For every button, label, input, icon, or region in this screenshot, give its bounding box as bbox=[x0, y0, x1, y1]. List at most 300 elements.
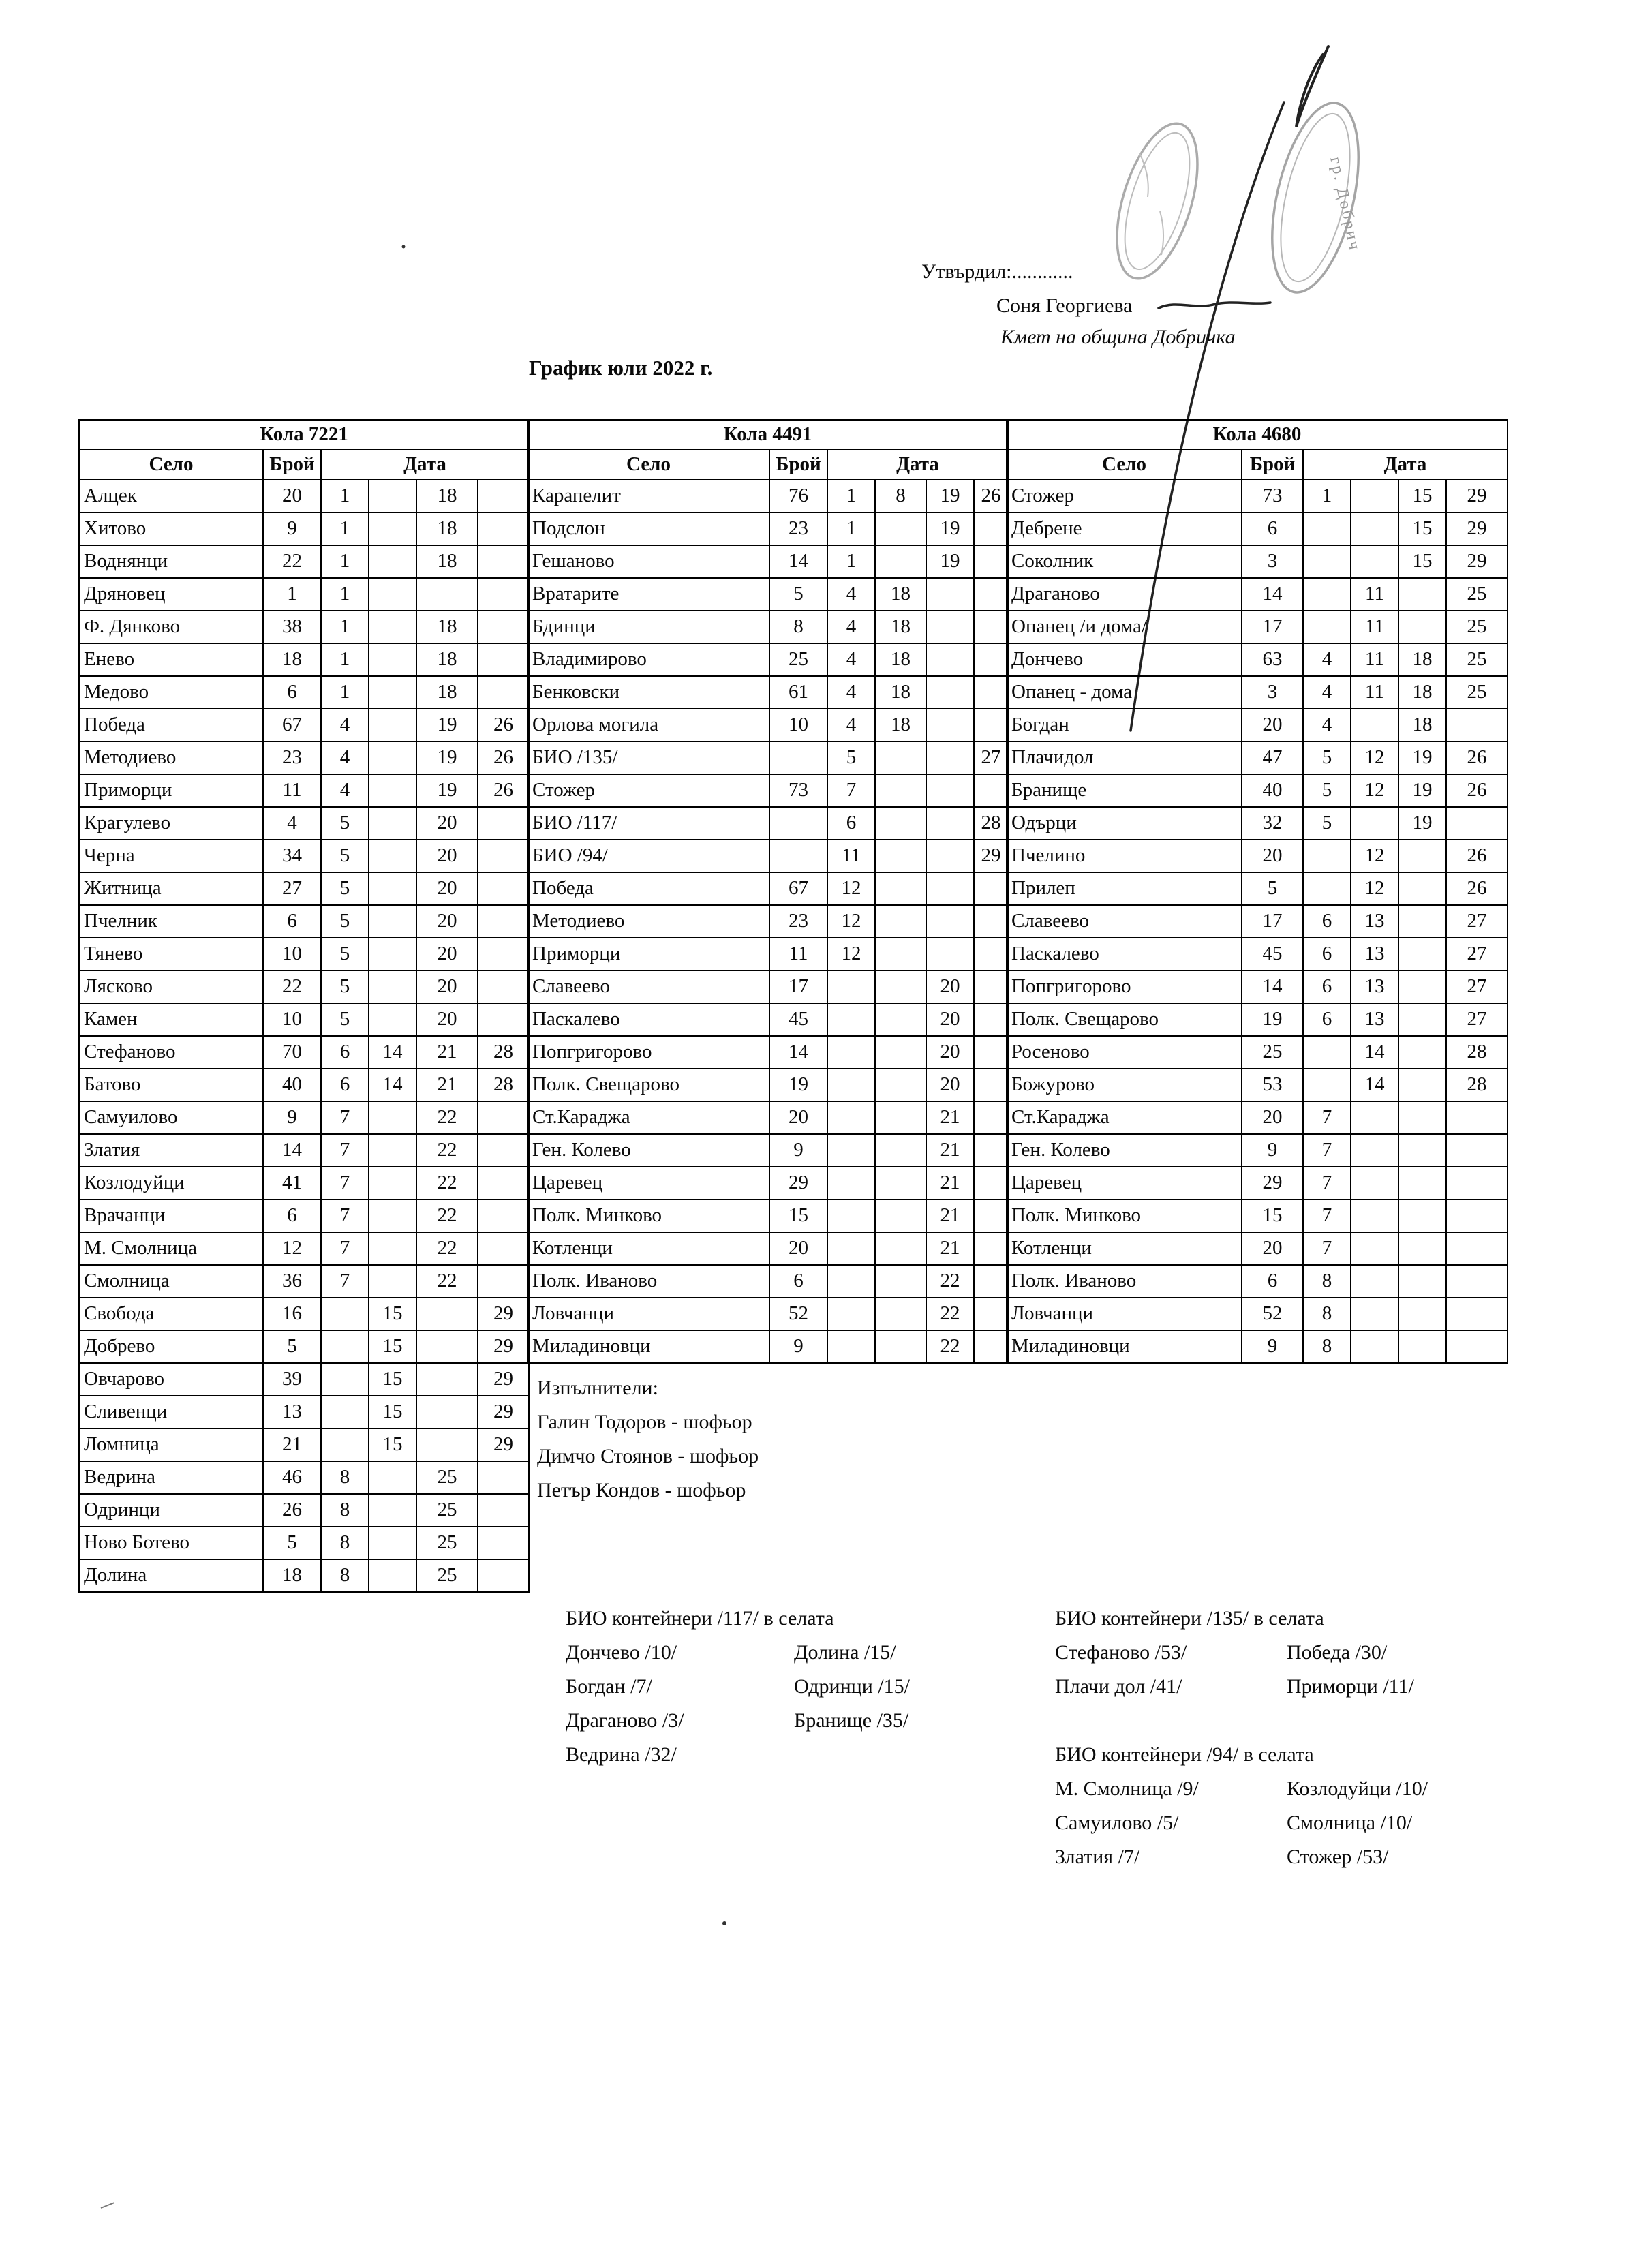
col-header-count: Брой bbox=[769, 450, 827, 480]
cell-date bbox=[1351, 545, 1398, 578]
cell-count: 13 bbox=[263, 1396, 321, 1428]
cell-date: 4 bbox=[321, 709, 369, 742]
cell-count: 10 bbox=[263, 1003, 321, 1036]
cell-date: 11 bbox=[1351, 676, 1398, 709]
cell-date bbox=[321, 1298, 369, 1330]
cell-date bbox=[875, 905, 926, 938]
cell-date bbox=[1398, 611, 1446, 643]
cell-date bbox=[1398, 1003, 1446, 1036]
cell-date: 12 bbox=[1351, 872, 1398, 905]
cell-village: Свобода bbox=[79, 1298, 263, 1330]
stamp-left-icon bbox=[1101, 114, 1214, 288]
cell-village: Попгригорово bbox=[1007, 970, 1242, 1003]
bio-column-right bbox=[1287, 1636, 1414, 1704]
signer-title: Кмет на община Добричка bbox=[1000, 326, 1236, 348]
cell-date: 5 bbox=[321, 905, 369, 938]
table-row bbox=[527, 1003, 1008, 1036]
cell-date: 29 bbox=[478, 1396, 529, 1428]
cell-date: 8 bbox=[1303, 1265, 1351, 1298]
table-row bbox=[527, 970, 1008, 1003]
executors-title: Изпълнители: bbox=[537, 1377, 658, 1399]
cell-date: 19 bbox=[416, 774, 478, 807]
cell-count: 45 bbox=[769, 1003, 827, 1036]
cell-date bbox=[416, 1396, 478, 1428]
bio-entry: Козлодуйци /10/ bbox=[1287, 1777, 1428, 1800]
table-row bbox=[79, 676, 529, 709]
bio-title: БИО контейнери /94/ в селата bbox=[1055, 1743, 1314, 1766]
cell-date bbox=[1303, 545, 1351, 578]
cell-date bbox=[926, 742, 974, 774]
cell-date bbox=[478, 513, 529, 545]
cell-date bbox=[875, 1003, 926, 1036]
cell-date bbox=[1303, 840, 1351, 872]
cell-date bbox=[478, 480, 529, 513]
cell-date: 1 bbox=[321, 545, 369, 578]
cell-village: Царевец bbox=[1007, 1167, 1242, 1199]
cell-count: 41 bbox=[263, 1167, 321, 1199]
executors-block bbox=[537, 1371, 759, 1508]
cell-date: 25 bbox=[416, 1559, 478, 1592]
cell-village: Дряновец bbox=[79, 578, 263, 611]
cell-date bbox=[369, 1265, 416, 1298]
cell-date: 7 bbox=[1303, 1134, 1351, 1167]
table-row bbox=[527, 938, 1008, 970]
cell-date: 5 bbox=[321, 938, 369, 970]
cell-count: 45 bbox=[1242, 938, 1303, 970]
cell-date bbox=[926, 905, 974, 938]
table-row bbox=[79, 840, 529, 872]
cell-date bbox=[478, 545, 529, 578]
cell-date: 20 bbox=[416, 905, 478, 938]
cell-date: 1 bbox=[321, 513, 369, 545]
cell-date: 21 bbox=[416, 1036, 478, 1069]
cell-date: 19 bbox=[1398, 807, 1446, 840]
cell-date bbox=[478, 905, 529, 938]
cell-date bbox=[478, 1559, 529, 1592]
cell-date: 21 bbox=[416, 1069, 478, 1101]
table-car-title: Кола 7221 bbox=[79, 420, 529, 450]
table-row bbox=[1007, 709, 1508, 742]
cell-date bbox=[369, 1232, 416, 1265]
cell-date bbox=[875, 742, 926, 774]
cell-village: Дончево bbox=[1007, 643, 1242, 676]
cell-count: 20 bbox=[1242, 1101, 1303, 1134]
cell-count: 17 bbox=[1242, 905, 1303, 938]
table-row bbox=[527, 742, 1008, 774]
cell-date: 5 bbox=[827, 742, 875, 774]
cell-village: БИО /94/ bbox=[527, 840, 769, 872]
cell-date bbox=[369, 840, 416, 872]
cell-date: 1 bbox=[321, 578, 369, 611]
cell-date bbox=[974, 709, 1008, 742]
bio-entry: Плачи дол /41/ bbox=[1055, 1675, 1182, 1698]
cell-date: 4 bbox=[827, 578, 875, 611]
cell-date: 14 bbox=[1351, 1036, 1398, 1069]
cell-count: 10 bbox=[263, 938, 321, 970]
cell-date: 29 bbox=[974, 840, 1008, 872]
cell-date bbox=[1446, 1101, 1508, 1134]
cell-count: 6 bbox=[263, 905, 321, 938]
cell-date: 21 bbox=[926, 1232, 974, 1265]
cell-date bbox=[974, 1298, 1008, 1330]
cell-village: Драганово bbox=[1007, 578, 1242, 611]
cell-count: 16 bbox=[263, 1298, 321, 1330]
cell-date bbox=[369, 709, 416, 742]
table-row bbox=[1007, 545, 1508, 578]
cell-date bbox=[1398, 970, 1446, 1003]
cell-date bbox=[1398, 872, 1446, 905]
cell-date: 26 bbox=[1446, 774, 1508, 807]
cell-village: Славеево bbox=[527, 970, 769, 1003]
cell-date: 27 bbox=[1446, 938, 1508, 970]
cell-village: Крагулево bbox=[79, 807, 263, 840]
col-header-village: Село bbox=[79, 450, 263, 480]
cell-date bbox=[875, 872, 926, 905]
cell-date: 1 bbox=[321, 611, 369, 643]
cell-date: 8 bbox=[875, 480, 926, 513]
cell-date: 7 bbox=[1303, 1167, 1351, 1199]
cell-village: БИО /117/ bbox=[527, 807, 769, 840]
cell-date: 18 bbox=[416, 611, 478, 643]
cell-date: 20 bbox=[416, 807, 478, 840]
cell-date: 8 bbox=[321, 1527, 369, 1559]
cell-date: 1 bbox=[321, 643, 369, 676]
cell-date bbox=[974, 643, 1008, 676]
table-row bbox=[79, 1036, 529, 1069]
cell-date: 19 bbox=[926, 513, 974, 545]
table-row bbox=[79, 1134, 529, 1167]
cell-date: 5 bbox=[1303, 807, 1351, 840]
cell-count: 9 bbox=[263, 1101, 321, 1134]
cell-date bbox=[1351, 807, 1398, 840]
cell-date: 13 bbox=[1351, 905, 1398, 938]
cell-count: 53 bbox=[1242, 1069, 1303, 1101]
cell-village: Паскалево bbox=[527, 1003, 769, 1036]
table-row bbox=[527, 1101, 1008, 1134]
col-header-date: Дата bbox=[1303, 450, 1508, 480]
cell-date: 18 bbox=[875, 676, 926, 709]
cell-date: 7 bbox=[321, 1101, 369, 1134]
executors-list bbox=[537, 1405, 759, 1508]
table-row bbox=[1007, 872, 1508, 905]
cell-date: 8 bbox=[321, 1494, 369, 1527]
cell-date: 29 bbox=[478, 1298, 529, 1330]
cell-date: 22 bbox=[416, 1232, 478, 1265]
cell-date: 29 bbox=[1446, 480, 1508, 513]
cell-date: 25 bbox=[416, 1527, 478, 1559]
cell-date: 1 bbox=[827, 513, 875, 545]
cell-village: Победа bbox=[527, 872, 769, 905]
table-row bbox=[527, 1036, 1008, 1069]
cell-date: 18 bbox=[875, 709, 926, 742]
bio-entry: М. Смолница /9/ bbox=[1055, 1777, 1199, 1800]
cell-date bbox=[369, 742, 416, 774]
cell-date: 26 bbox=[974, 480, 1008, 513]
cell-date: 19 bbox=[416, 742, 478, 774]
cell-village: Соколник bbox=[1007, 545, 1242, 578]
cell-village: Пчелино bbox=[1007, 840, 1242, 872]
cell-date bbox=[926, 938, 974, 970]
cell-date: 8 bbox=[321, 1461, 369, 1494]
cell-date bbox=[478, 938, 529, 970]
cell-date: 25 bbox=[1446, 578, 1508, 611]
cell-village: Полк. Минково bbox=[1007, 1199, 1242, 1232]
cell-date: 18 bbox=[875, 578, 926, 611]
cell-count: 6 bbox=[263, 676, 321, 709]
cell-count: 18 bbox=[263, 1559, 321, 1592]
table-row bbox=[527, 1069, 1008, 1101]
table-row bbox=[1007, 1036, 1508, 1069]
cell-count: 9 bbox=[1242, 1134, 1303, 1167]
cell-date bbox=[369, 611, 416, 643]
cell-date bbox=[369, 1559, 416, 1592]
cell-date: 15 bbox=[1398, 480, 1446, 513]
cell-date: 4 bbox=[827, 611, 875, 643]
cell-date bbox=[926, 774, 974, 807]
cell-date bbox=[1398, 905, 1446, 938]
table-row bbox=[79, 480, 529, 513]
cell-date bbox=[1398, 1199, 1446, 1232]
cell-date bbox=[974, 938, 1008, 970]
cell-count: 5 bbox=[1242, 872, 1303, 905]
cell-village: Медово bbox=[79, 676, 263, 709]
scan-speck bbox=[101, 2203, 114, 2208]
cell-date: 5 bbox=[321, 970, 369, 1003]
cell-date: 18 bbox=[1398, 643, 1446, 676]
cell-date bbox=[478, 970, 529, 1003]
bio-entry: Златия /7/ bbox=[1055, 1846, 1140, 1868]
table-row bbox=[79, 742, 529, 774]
cell-village: Паскалево bbox=[1007, 938, 1242, 970]
bio-entry: Самуилово /5/ bbox=[1055, 1812, 1179, 1834]
cell-date bbox=[1303, 513, 1351, 545]
cell-date: 15 bbox=[369, 1363, 416, 1396]
cell-date bbox=[926, 709, 974, 742]
cell-date: 27 bbox=[1446, 905, 1508, 938]
cell-date bbox=[1398, 578, 1446, 611]
cell-date: 26 bbox=[478, 774, 529, 807]
cell-date bbox=[478, 1134, 529, 1167]
cell-village: М. Смолница bbox=[79, 1232, 263, 1265]
cell-date bbox=[875, 1036, 926, 1069]
table-row bbox=[1007, 840, 1508, 872]
cell-date bbox=[478, 1101, 529, 1134]
cell-date: 15 bbox=[369, 1428, 416, 1461]
cell-village: Полк. Иваново bbox=[1007, 1265, 1242, 1298]
cell-village: Методиево bbox=[527, 905, 769, 938]
cell-village: Полк. Свещарово bbox=[1007, 1003, 1242, 1036]
cell-date bbox=[1446, 1330, 1508, 1363]
table-row bbox=[1007, 1134, 1508, 1167]
cell-date bbox=[321, 1363, 369, 1396]
cell-date bbox=[478, 1461, 529, 1494]
cell-village: Дебрене bbox=[1007, 513, 1242, 545]
bio-entry: Ведрина /32/ bbox=[566, 1743, 677, 1766]
cell-count: 3 bbox=[1242, 545, 1303, 578]
cell-count: 29 bbox=[769, 1167, 827, 1199]
table-row bbox=[79, 709, 529, 742]
cell-village: Одринци bbox=[79, 1494, 263, 1527]
cell-date bbox=[926, 578, 974, 611]
cell-date: 13 bbox=[1351, 938, 1398, 970]
cell-count: 12 bbox=[263, 1232, 321, 1265]
cell-date bbox=[974, 1134, 1008, 1167]
cell-date bbox=[1398, 1330, 1446, 1363]
cell-date bbox=[369, 905, 416, 938]
cell-date: 4 bbox=[321, 742, 369, 774]
cell-date bbox=[1351, 1298, 1398, 1330]
cell-village: Житница bbox=[79, 872, 263, 905]
cell-village: Миладиновци bbox=[1007, 1330, 1242, 1363]
table-row bbox=[79, 643, 529, 676]
cell-village: Победа bbox=[79, 709, 263, 742]
cell-date bbox=[1398, 1167, 1446, 1199]
cell-village: Котленци bbox=[1007, 1232, 1242, 1265]
cell-count: 52 bbox=[1242, 1298, 1303, 1330]
cell-count: 34 bbox=[263, 840, 321, 872]
cell-date: 20 bbox=[926, 1036, 974, 1069]
cell-count: 76 bbox=[769, 480, 827, 513]
bio-entry: Стожер /53/ bbox=[1287, 1846, 1389, 1868]
cell-date bbox=[926, 807, 974, 840]
cell-count: 14 bbox=[769, 545, 827, 578]
cell-date: 20 bbox=[416, 938, 478, 970]
cell-date bbox=[1351, 1134, 1398, 1167]
cell-date bbox=[321, 1330, 369, 1363]
cell-count: 1 bbox=[263, 578, 321, 611]
cell-date bbox=[1446, 1298, 1508, 1330]
cell-count: 15 bbox=[1242, 1199, 1303, 1232]
cell-date bbox=[1446, 1265, 1508, 1298]
cell-date: 27 bbox=[974, 742, 1008, 774]
cell-count bbox=[769, 807, 827, 840]
cell-count: 14 bbox=[1242, 970, 1303, 1003]
cell-date bbox=[478, 1199, 529, 1232]
cell-date bbox=[974, 1199, 1008, 1232]
cell-date: 29 bbox=[1446, 545, 1508, 578]
cell-count: 22 bbox=[263, 545, 321, 578]
cell-village: Плачидол bbox=[1007, 742, 1242, 774]
cell-date: 8 bbox=[1303, 1330, 1351, 1363]
cell-date: 4 bbox=[321, 774, 369, 807]
cell-date bbox=[974, 1167, 1008, 1199]
cell-count: 5 bbox=[263, 1330, 321, 1363]
bio-column-left bbox=[1055, 1772, 1287, 1874]
cell-date bbox=[478, 1494, 529, 1527]
cell-date bbox=[1398, 1265, 1446, 1298]
cell-date bbox=[875, 1232, 926, 1265]
cell-date bbox=[478, 840, 529, 872]
table-row bbox=[1007, 1265, 1508, 1298]
cell-village: Гешаново bbox=[527, 545, 769, 578]
cell-date: 19 bbox=[926, 545, 974, 578]
schedule-table-kola-7221 bbox=[78, 419, 530, 1593]
cell-village: Пчелник bbox=[79, 905, 263, 938]
table-column-header-row bbox=[79, 450, 529, 480]
cell-village: Ф. Дянково bbox=[79, 611, 263, 643]
cell-date bbox=[827, 1265, 875, 1298]
table-row bbox=[527, 480, 1008, 513]
cell-date: 22 bbox=[926, 1298, 974, 1330]
col-header-count: Брой bbox=[1242, 450, 1303, 480]
signer-name: Соня Георгиева bbox=[996, 294, 1133, 317]
cell-date bbox=[478, 1003, 529, 1036]
cell-village: Врачанци bbox=[79, 1199, 263, 1232]
cell-village: Тянево bbox=[79, 938, 263, 970]
cell-village: Опанец /и дома/ bbox=[1007, 611, 1242, 643]
bio-entry: Смолница /10/ bbox=[1287, 1812, 1413, 1834]
table-row bbox=[79, 938, 529, 970]
cell-date: 4 bbox=[827, 676, 875, 709]
cell-date: 26 bbox=[1446, 840, 1508, 872]
cell-date: 20 bbox=[926, 1003, 974, 1036]
cell-village: Полк. Иваново bbox=[527, 1265, 769, 1298]
cell-date bbox=[1398, 1036, 1446, 1069]
cell-date bbox=[478, 676, 529, 709]
cell-date: 6 bbox=[827, 807, 875, 840]
cell-date bbox=[369, 872, 416, 905]
bio-entry: Приморци /11/ bbox=[1287, 1675, 1414, 1698]
cell-date bbox=[875, 1298, 926, 1330]
cell-date: 28 bbox=[1446, 1069, 1508, 1101]
cell-date bbox=[926, 840, 974, 872]
table-row bbox=[527, 611, 1008, 643]
cell-date bbox=[369, 807, 416, 840]
cell-date: 28 bbox=[478, 1036, 529, 1069]
bio-entry: Стефаново /53/ bbox=[1055, 1641, 1187, 1664]
table-row bbox=[79, 1298, 529, 1330]
cell-date: 7 bbox=[321, 1199, 369, 1232]
cell-date bbox=[1351, 1199, 1398, 1232]
bio-entry: Бранище /35/ bbox=[794, 1709, 909, 1732]
table-row bbox=[527, 807, 1008, 840]
table-row bbox=[79, 774, 529, 807]
cell-count: 26 bbox=[263, 1494, 321, 1527]
cell-village: Росеново bbox=[1007, 1036, 1242, 1069]
cell-date bbox=[478, 643, 529, 676]
cell-date bbox=[875, 545, 926, 578]
cell-date: 6 bbox=[321, 1069, 369, 1101]
cell-date: 19 bbox=[1398, 774, 1446, 807]
table-row bbox=[527, 1167, 1008, 1199]
cell-date: 7 bbox=[1303, 1101, 1351, 1134]
table-row bbox=[79, 578, 529, 611]
bio-column-left bbox=[1055, 1636, 1287, 1704]
cell-date bbox=[926, 676, 974, 709]
cell-date bbox=[875, 1330, 926, 1363]
cell-date: 29 bbox=[478, 1363, 529, 1396]
executor-line: Димчо Стоянов - шофьор bbox=[537, 1445, 759, 1467]
cell-date bbox=[369, 1003, 416, 1036]
cell-date: 28 bbox=[478, 1069, 529, 1101]
cell-date bbox=[369, 938, 416, 970]
cell-count: 40 bbox=[1242, 774, 1303, 807]
cell-date: 15 bbox=[1398, 545, 1446, 578]
cell-date bbox=[974, 1265, 1008, 1298]
cell-count: 10 bbox=[769, 709, 827, 742]
col-header-count: Брой bbox=[263, 450, 321, 480]
cell-count: 20 bbox=[263, 480, 321, 513]
cell-date: 18 bbox=[416, 545, 478, 578]
table-row bbox=[527, 774, 1008, 807]
cell-count: 6 bbox=[1242, 513, 1303, 545]
cell-date bbox=[974, 1069, 1008, 1101]
cell-date: 18 bbox=[875, 643, 926, 676]
cell-village: Овчарово bbox=[79, 1363, 263, 1396]
cell-date: 1 bbox=[827, 545, 875, 578]
table-row bbox=[79, 1003, 529, 1036]
cell-count: 47 bbox=[1242, 742, 1303, 774]
